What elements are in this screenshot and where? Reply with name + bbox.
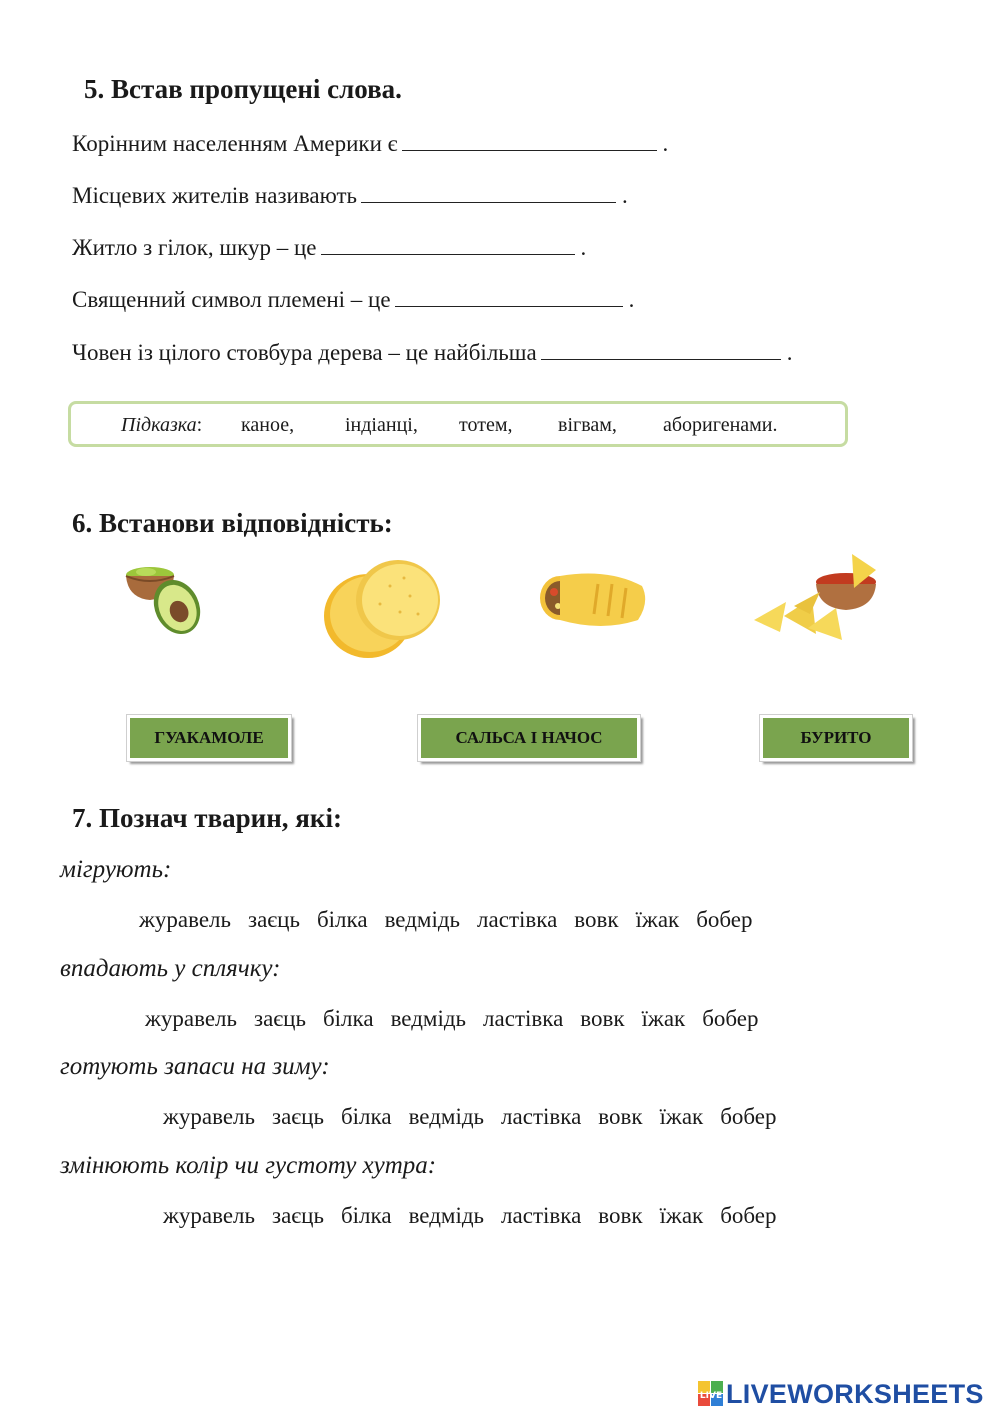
- word-option[interactable]: білка: [316, 907, 368, 932]
- blank-input-5[interactable]: [541, 339, 781, 360]
- hint-word: аборигенами.: [663, 414, 778, 436]
- hint-word: вігвам,: [558, 414, 617, 436]
- word-option[interactable]: журавель: [139, 907, 231, 932]
- section6-title: 6. Встанови відповідність:: [72, 508, 393, 538]
- blank-input-2[interactable]: [361, 182, 616, 203]
- word-option[interactable]: вовк: [574, 907, 619, 932]
- word-option[interactable]: вовк: [598, 1203, 643, 1228]
- word-row-migrate: [139, 907, 770, 933]
- burrito-button[interactable]: БУРИТО: [760, 715, 912, 761]
- hint-box: [68, 401, 848, 447]
- word-option[interactable]: ластівка: [501, 1104, 582, 1129]
- word-option[interactable]: білка: [322, 1006, 374, 1031]
- svg-text:LIVE: LIVE: [699, 1391, 723, 1401]
- word-option[interactable]: журавель: [163, 1104, 255, 1129]
- blank-input-1[interactable]: [402, 130, 657, 151]
- word-option[interactable]: бобер: [702, 1006, 759, 1031]
- sentence-1: Корінним населенням Америки є .: [72, 131, 669, 156]
- hint-label: Підказка:: [121, 414, 203, 436]
- blank-input-3[interactable]: [321, 234, 575, 255]
- tortilla-image: [320, 556, 444, 662]
- word-option[interactable]: їжак: [659, 1104, 704, 1129]
- word-option[interactable]: білка: [340, 1104, 392, 1129]
- guacamole-image: [122, 562, 208, 636]
- liveworksheets-logo-icon: [698, 1381, 724, 1407]
- word-option[interactable]: ведмідь: [384, 907, 461, 932]
- sentence-4: Священний символ племені – це .: [72, 287, 635, 312]
- word-option[interactable]: бобер: [720, 1203, 777, 1228]
- word-row-hibernate: [145, 1006, 776, 1032]
- sentence-5: Човен із цілого стовбура дерева – це найбільша .: [72, 340, 793, 365]
- word-option[interactable]: вовк: [580, 1006, 625, 1031]
- hint-word: тотем,: [459, 414, 513, 436]
- salsa-nachos-button[interactable]: САЛЬСА І НАЧОС: [418, 715, 640, 761]
- group-label-fur-change: змінюють колір чи густоту хутра:: [60, 1152, 437, 1179]
- word-option[interactable]: заєць: [254, 1006, 306, 1031]
- group-label-hibernate: впадають у сплячку:: [60, 955, 281, 982]
- word-option[interactable]: ведмідь: [390, 1006, 467, 1031]
- group-label-store-food: готують запаси на зиму:: [60, 1053, 330, 1080]
- word-option[interactable]: вовк: [598, 1104, 643, 1129]
- word-option[interactable]: бобер: [696, 907, 753, 932]
- word-option[interactable]: ластівка: [477, 907, 558, 932]
- blank-input-4[interactable]: [395, 286, 623, 307]
- word-option[interactable]: журавель: [163, 1203, 255, 1228]
- sentence-3: Житло з гілок, шкур – це .: [72, 235, 587, 260]
- word-option[interactable]: ведмідь: [408, 1203, 485, 1228]
- hint-word: каное,: [241, 414, 295, 436]
- word-option[interactable]: ластівка: [483, 1006, 564, 1031]
- group-label-migrate: мігрують:: [60, 856, 172, 883]
- word-option[interactable]: заєць: [248, 907, 300, 932]
- liveworksheets-logo: [698, 1378, 984, 1410]
- section7-title: 7. Познач тварин, які:: [72, 803, 342, 833]
- word-option[interactable]: ведмідь: [408, 1104, 485, 1129]
- hint-word: індіанці,: [345, 414, 418, 436]
- word-option[interactable]: заєць: [272, 1203, 324, 1228]
- word-option[interactable]: їжак: [659, 1203, 704, 1228]
- sentence-2: Місцевих жителів називають .: [72, 183, 628, 208]
- word-row-fur-change: [163, 1203, 794, 1229]
- word-option[interactable]: їжак: [641, 1006, 686, 1031]
- word-option[interactable]: журавель: [145, 1006, 237, 1031]
- word-option[interactable]: бобер: [720, 1104, 777, 1129]
- nachos-salsa-image: [750, 548, 882, 644]
- word-row-store-food: [163, 1104, 794, 1130]
- word-option[interactable]: заєць: [272, 1104, 324, 1129]
- word-option[interactable]: ластівка: [501, 1203, 582, 1228]
- guacamole-button[interactable]: ГУАКАМОЛЕ: [127, 715, 291, 761]
- burrito-image: [538, 568, 650, 632]
- liveworksheets-logo-text: LIVEWORKSHEETS: [726, 1378, 984, 1409]
- word-option[interactable]: білка: [340, 1203, 392, 1228]
- section5-title: 5. Встав пропущені слова.: [84, 74, 402, 104]
- word-option[interactable]: їжак: [635, 907, 680, 932]
